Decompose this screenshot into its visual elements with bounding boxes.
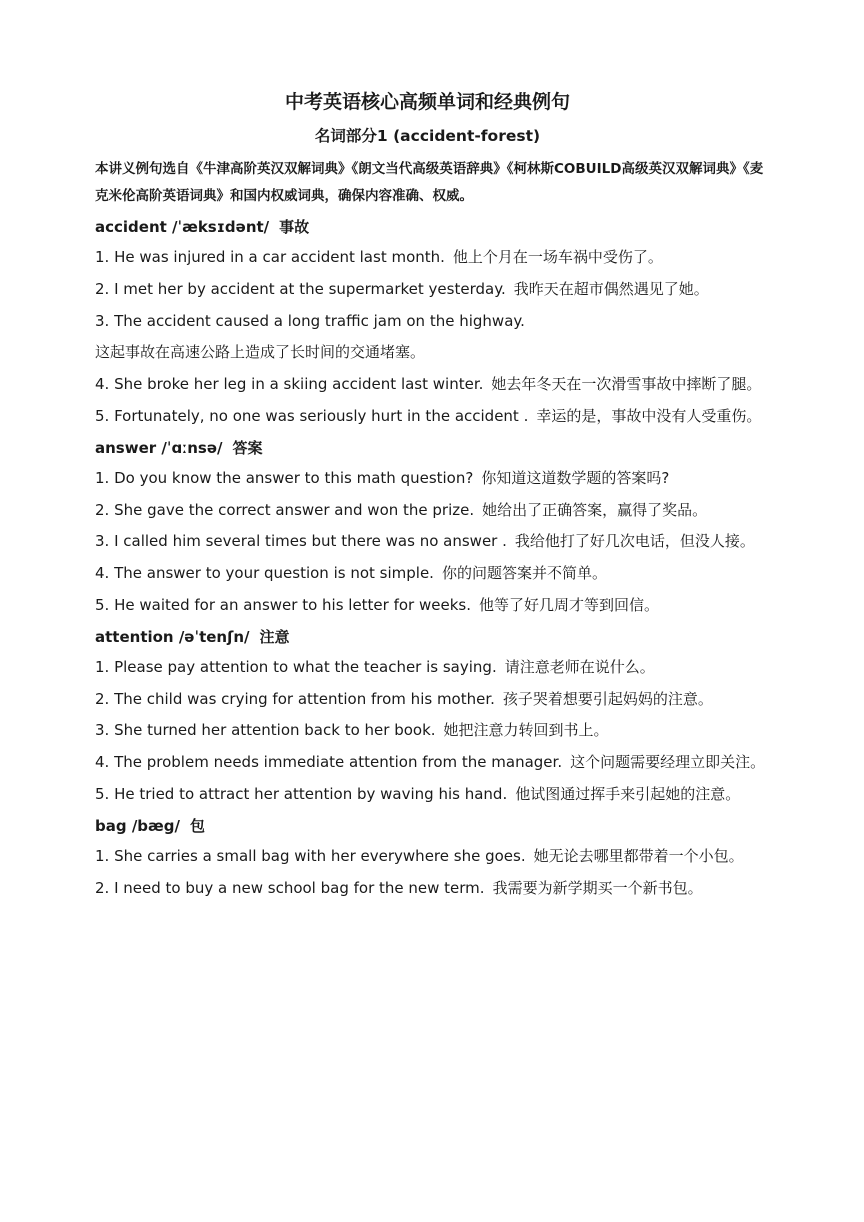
entry-word: answer /ˈɑːnsə/ — [95, 438, 223, 457]
sentence-zh: 我需要为新学期买一个新书包。 — [492, 878, 703, 897]
entry-word: attention /əˈtenʃn/ — [95, 627, 250, 646]
entry-heading — [95, 212, 772, 242]
doc-intro: 本讲义例句选自《牛津高阶英汉双解词典》《朗文当代高级英语辞典》《柯林斯COBUILD高级英汉双解词典》《麦克米伦高阶英语词典》和国内权威词典，确保内容准确、权威。 — [95, 161, 764, 204]
entry-heading — [95, 811, 772, 841]
entry-bag — [95, 811, 772, 905]
sentence-zh: 你的问题答案并不简单。 — [441, 564, 607, 583]
sentence-en: 1. Do you know the answer to this math question? — [95, 468, 474, 487]
sentence-en: 5. He waited for an answer to his letter for weeks. — [95, 595, 471, 614]
entry-meaning: 注意 — [259, 627, 290, 646]
sentence-zh: 她把注意力转回到书上。 — [443, 721, 609, 740]
entry-word: bag /bæg/ — [95, 816, 180, 835]
sentence-zh: 她无论去哪里都带着一个小包。 — [533, 846, 744, 865]
entry-answer — [95, 433, 772, 622]
entry-accident — [95, 212, 772, 433]
sentence-en: 2. The child was crying for attention from his mother. — [95, 689, 495, 708]
sentence-en: 3. The accident caused a long traffic jam on the highway. — [95, 311, 525, 330]
sentence-zh: 幸运的是，事故中没有人受重伤。 — [536, 406, 762, 425]
sentence-en: 5. Fortunately, no one was seriously hurt in the accident . — [95, 406, 529, 425]
sentence-zh: 孩子哭着想要引起妈妈的注意。 — [502, 689, 713, 708]
sentence-en: 4. The answer to your question is not simple. — [95, 564, 434, 583]
example-sentence — [95, 747, 772, 779]
sentence-zh: 他等了好几周才等到回信。 — [478, 595, 659, 614]
entry-attention — [95, 622, 772, 811]
sentence-zh: 他上个月在一场车祸中受伤了。 — [452, 248, 663, 266]
sentence-zh: 我给他打了好几次电话，但没人接。 — [514, 532, 755, 551]
sentence-zh: 她去年冬天在一次滑雪事故中摔断了腿。 — [491, 375, 762, 394]
entry-heading — [95, 433, 772, 463]
example-sentence — [95, 652, 772, 684]
sentence-en: 1. Please pay attention to what the teacher is saying. — [95, 657, 497, 676]
sentence-en: 3. I called him several times but there was no answer . — [95, 532, 507, 551]
example-sentence — [95, 369, 772, 401]
sentence-en: 1. She carries a small bag with her everywhere she goes. — [95, 846, 526, 865]
example-sentence — [95, 306, 772, 370]
sentence-zh: 请注意老师在说什么。 — [504, 657, 655, 676]
sentence-en: 5. He tried to attract her attention by waving his hand. — [95, 784, 508, 803]
sentence-zh: 他试图通过挥手来引起她的注意。 — [515, 784, 741, 803]
entry-meaning: 包 — [189, 816, 205, 835]
sentence-en: 4. She broke her leg in a skiing accident last winter. — [95, 375, 484, 394]
sentence-en: 2. I need to buy a new school bag for the new term. — [95, 878, 485, 897]
sentence-zh: 这起事故在高速公路上造成了长时间的交通堵塞。 — [95, 343, 426, 362]
example-sentence — [95, 590, 772, 622]
example-sentence — [95, 684, 772, 716]
doc-title: 中考英语核心高频单词和经典例句 — [284, 91, 570, 113]
doc-subtitle: 名词部分1 (accident-forest) — [314, 127, 541, 145]
sentence-zh: 这个问题需要经理立即关注。 — [570, 753, 766, 772]
entry-meaning: 事故 — [279, 218, 310, 236]
example-sentence — [95, 526, 772, 558]
example-sentence — [95, 401, 772, 433]
example-sentence — [95, 558, 772, 590]
example-sentence — [95, 873, 772, 905]
example-sentence — [95, 274, 772, 306]
sentence-en: 4. The problem needs immediate attention from the manager. — [95, 753, 563, 772]
sentence-zh: 我昨天在超市偶然遇见了她。 — [513, 279, 709, 298]
example-sentence — [95, 715, 772, 747]
sentence-zh: 你知道这道数学题的答案吗? — [481, 468, 670, 487]
example-sentence — [95, 779, 772, 811]
sentence-en: 1. He was injured in a car accident last month. — [95, 248, 445, 266]
sentence-en: 2. I met her by accident at the supermarket yesterday. — [95, 279, 506, 298]
example-sentence — [95, 242, 772, 274]
example-sentence — [95, 495, 772, 527]
sentence-zh: 她给出了正确答案，赢得了奖品。 — [482, 500, 708, 519]
entry-word: accident /ˈæksɪdənt/ — [95, 218, 270, 236]
entry-heading — [95, 622, 772, 652]
entry-meaning: 答案 — [232, 438, 263, 457]
example-sentence — [95, 841, 772, 873]
sentence-en: 3. She turned her attention back to her book. — [95, 721, 436, 740]
sentence-en: 2. She gave the correct answer and won the prize. — [95, 500, 475, 519]
example-sentence — [95, 463, 772, 495]
